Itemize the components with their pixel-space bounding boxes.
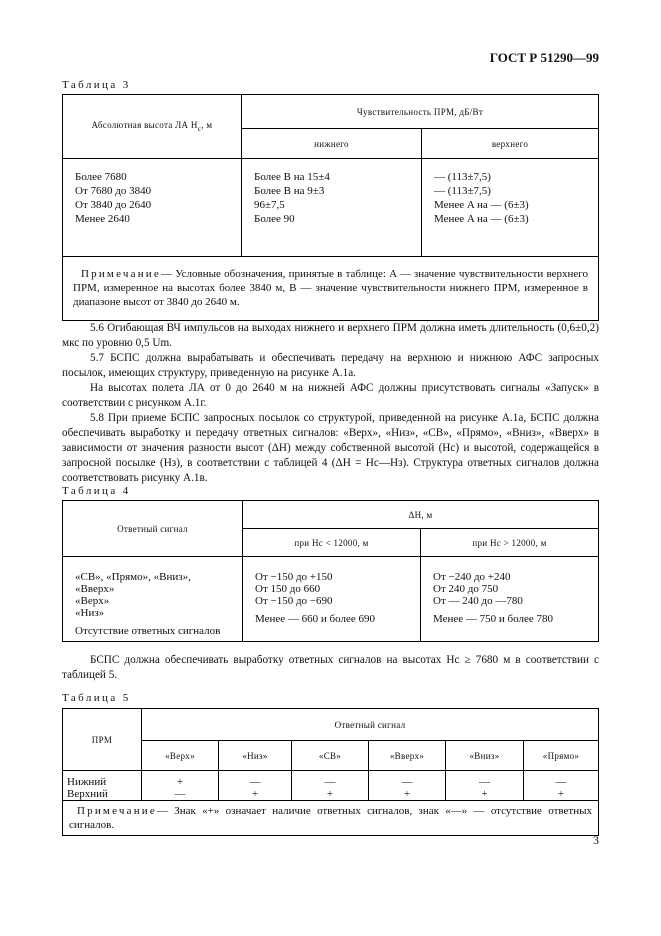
- table5-value-cell: [219, 771, 292, 801]
- table3-row-upper: Менее A на — (6±3): [434, 213, 529, 225]
- table4: [62, 500, 599, 642]
- table3-row-lower: 96±7,5: [254, 199, 285, 211]
- table5-prm-cell: [63, 771, 142, 801]
- table3-col-altitude: Абсолютная высота ЛА $H_c$, м: [63, 95, 242, 159]
- table3-note: [63, 257, 599, 321]
- table3-note-label: Примечание: [81, 268, 161, 280]
- table4-row-lt: От 150 до 660: [255, 583, 321, 595]
- table5-signal-header: «СВ»: [292, 741, 369, 771]
- table5-value-cell: [524, 771, 599, 801]
- table4-row-signal: Отсутствие ответных сигналов: [75, 625, 221, 637]
- table5-value: +: [251, 788, 259, 800]
- table3-row-alt: От 3840 до 2640: [75, 199, 152, 211]
- table4-caption: Таблица 4: [62, 485, 131, 497]
- table4-row-signal: «Верх»: [75, 595, 110, 607]
- table4-row-signal: «Низ»: [75, 607, 105, 619]
- table3-note-text: — Условные обозначения, принятые в таблице: A — значение чувствительности верхнего ПРМ, измеренное на высотах более 3840 м, B — значение чувствительности нижнего ПРМ, измеренное в диапазоне высот от 3840 до 2640 м.: [73, 268, 588, 308]
- table5-value: +: [481, 788, 488, 800]
- table5-value: —: [174, 788, 186, 800]
- table5-row-name: Верхний: [67, 788, 108, 800]
- table5-caption: Таблица 5: [62, 692, 131, 704]
- table4-row-signal: «СВ», «Прямо», «Вниз», «Вверх»: [75, 571, 191, 595]
- table3-col-sensitivity: Чувствительность ПРМ, дБ/Вт: [242, 95, 599, 129]
- table3-row-lower: Более B на 9±3: [254, 185, 325, 197]
- table3: [62, 94, 599, 321]
- table4-lt-cell: [243, 557, 421, 642]
- table5-signal-header: «Низ»: [219, 741, 292, 771]
- table3-row-lower: Более 90: [254, 213, 295, 225]
- table5: [62, 708, 599, 836]
- paragraph-5-7-b: На высотах полета ЛА от 0 до 2640 м на нижней АФС должны присутствовать сигналы «Запуск» в соответствии с рисунком А.1г.: [62, 382, 599, 409]
- table4-signal-cell: [63, 557, 243, 642]
- table3-lower-cell: [242, 159, 422, 257]
- paragraph-after-table4: БСПС должна обеспечивать выработку ответных сигналов на высотах Hc ≥ 7680 м в соответствии с таблицей 5.: [62, 654, 599, 681]
- table3-row-alt: Менее 2640: [75, 213, 130, 225]
- table3-upper-cell: [422, 159, 599, 257]
- table5-note-text: — Знак «+» означает наличие ответных сигналов, знак «—» — отсутствие ответных сигналов.: [69, 805, 592, 831]
- table3-caption: Таблица 3: [62, 79, 131, 91]
- table4-col-lt: при Hc < 12000, м: [243, 529, 421, 557]
- table4-row-lt: От −150 до −690: [255, 595, 333, 607]
- table4-col-gt: при Hc > 12000, м: [421, 529, 599, 557]
- table4-col-signal: Ответный сигнал: [63, 501, 243, 557]
- table5-value-cell: [142, 771, 219, 801]
- table3-row-lower: Более B на 15±4: [254, 171, 330, 183]
- table5-note: [63, 801, 599, 836]
- table5-value-cell: [292, 771, 369, 801]
- table4-row-gt: Менее — 750 и более 780: [433, 613, 554, 625]
- paragraph-5-6: 5.6 Огибающая ВЧ импульсов на выходах нижнего и верхнего ПРМ должна иметь длительность (0,6±0,2) мкс по уровню 0,5 Um.: [62, 322, 599, 349]
- table5-row-name: Нижний: [67, 776, 107, 788]
- table5-value: +: [557, 788, 565, 800]
- doc-code: ГОСТ Р 51290—99: [489, 50, 599, 65]
- table3-row-upper: Менее A на — (6±3): [434, 199, 529, 211]
- table4-row-gt: От 240 до 750: [433, 583, 499, 595]
- table5-value: +: [176, 776, 184, 788]
- table5-value: —: [324, 776, 336, 788]
- paragraph-5-7: 5.7 БСПС должна вырабатывать и обеспечивать передачу на верхнюю и нижнюю АФС запросных посылок, имеющих структуру, приведенную на рисунке А.1а.: [62, 352, 599, 379]
- table3-altitude-cell: [63, 159, 242, 257]
- table3-row-alt: Более 7680: [75, 171, 127, 183]
- table5-value: +: [326, 788, 334, 800]
- table4-col-dh: ΔH, м: [243, 501, 599, 529]
- table5-col-prm: ПРМ: [63, 709, 142, 771]
- table5-signal-header: «Вверх»: [369, 741, 446, 771]
- table3-col-lower: нижнего: [242, 129, 422, 159]
- paragraph-5-8: 5.8 При приеме БСПС запросных посылок со структурой, приведенной на рисунке А.1а, БСПС должна обеспечивать выработку и передачу ответных сигналов: «Верх», «Низ», «СВ», «Прямо», «Вниз», «Вверх» в зависимости от значения разности высот (ΔH) между собственной высотой (Hc) и высотой, содержащейся в запросной посылке (Hз), в соответствии с таблицей 4 (ΔH = Hc—Hз). Структура ответных сигналов должна соответствовать рисунку А.1в.: [62, 412, 599, 484]
- table4-row-gt: От — 240 до —780: [433, 595, 523, 607]
- table5-value: —: [249, 776, 261, 788]
- table4-row-lt: От −150 до +150: [255, 571, 333, 583]
- table3-row-upper: — (113±7,5): [434, 171, 491, 183]
- table4-gt-cell: [421, 557, 599, 642]
- table3-row-upper: — (113±7,5): [434, 185, 491, 197]
- table4-row-gt: От −240 до +240: [433, 571, 511, 583]
- table5-value: +: [403, 788, 411, 800]
- table4-row-lt: Менее — 660 и более 690: [255, 613, 376, 625]
- table5-signal-header: «Прямо»: [524, 741, 599, 771]
- page-number: 3: [593, 833, 599, 847]
- table5-signal-header: «Верх»: [142, 741, 219, 771]
- table5-value: —: [479, 776, 490, 788]
- table5-signal-header: «Вниз»: [446, 741, 524, 771]
- table5-value: —: [555, 776, 567, 788]
- table5-col-signal: Ответный сигнал: [142, 709, 599, 741]
- table5-value: —: [401, 776, 413, 788]
- table5-note-label: Примечание: [77, 805, 157, 817]
- table3-col-upper: верхнего: [422, 129, 599, 159]
- table5-value-cell: [369, 771, 446, 801]
- table5-value-cell: [446, 771, 524, 801]
- table3-row-alt: От 7680 до 3840: [75, 185, 152, 197]
